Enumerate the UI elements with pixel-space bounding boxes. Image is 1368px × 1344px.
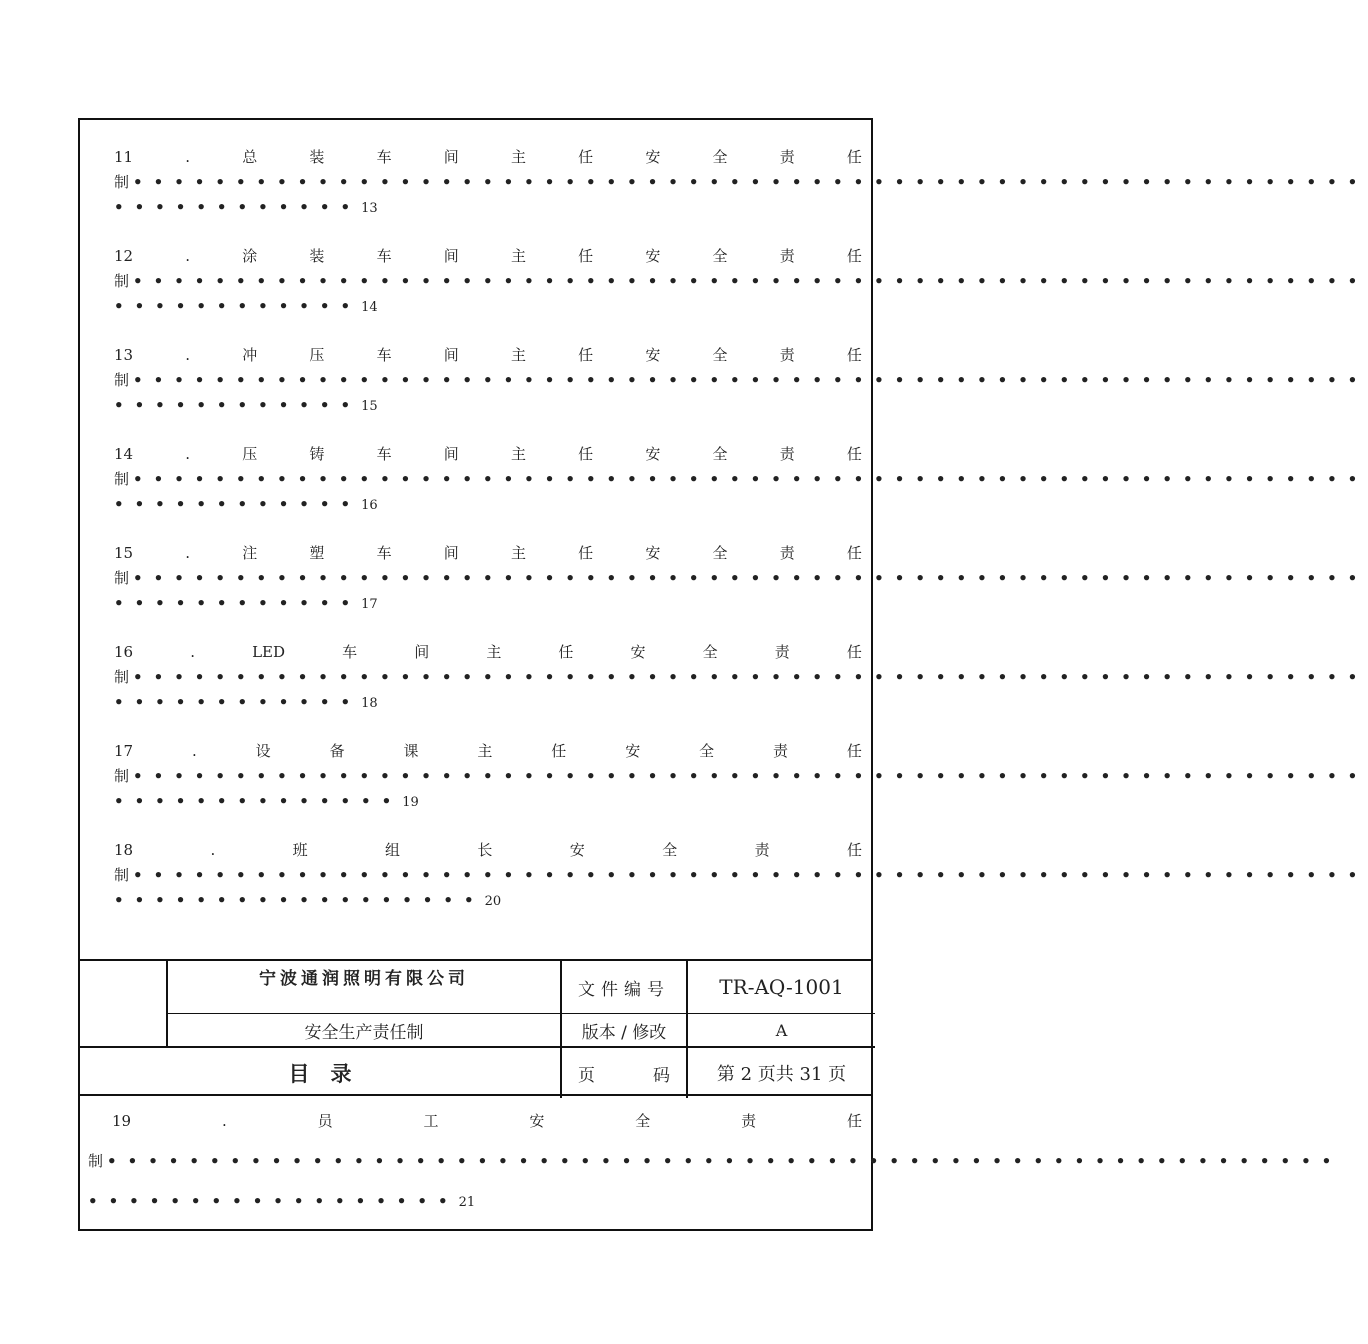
toc-entry-char: 间 [443, 346, 459, 364]
toc-entry-char: 车 [342, 643, 358, 661]
toc-entry-leader-end: ••••••••••••••••••21 [88, 1192, 476, 1210]
toc-entry[interactable] [114, 443, 1368, 517]
toc-entry-char: 全 [635, 1112, 651, 1130]
toc-entry[interactable] [114, 839, 1368, 913]
toc-entry-leader-end: ••••••••••••••19 [114, 792, 419, 810]
toc-entry-char: 间 [443, 148, 459, 166]
toc-entry[interactable] [114, 146, 1368, 220]
toc-entry-char: 主 [510, 346, 526, 364]
toc-entry-char: 安 [569, 841, 585, 859]
toc-entry-tail: 制 [114, 866, 130, 884]
toc-entry-page-number: 14 [361, 300, 378, 315]
toc-entry-page-number: 18 [361, 696, 378, 711]
toc-entry-char: 任 [846, 544, 862, 562]
toc-entry-char: 责 [779, 247, 795, 265]
toc-entry-page-number: 21 [458, 1195, 476, 1210]
toc-entry-number: 15 [114, 544, 134, 562]
toc-entry-page-number: 16 [361, 498, 378, 513]
page-label-part-1: 页 [578, 1065, 595, 1086]
toc-entry-char: 责 [773, 742, 789, 760]
toc-entry-leader-end: ••••••••••••13 [114, 198, 378, 216]
toc-entry-number: 14 [114, 445, 134, 463]
toc-entry-leader: 制 •••••••••••••••••••••••••••••••••••••••••••••••••••••••••••• [114, 470, 1368, 488]
version-value: A [775, 1020, 788, 1040]
toc-entry-char: 安 [645, 148, 661, 166]
page-info: 第 2 页共 31 页 [716, 1064, 847, 1085]
toc-entry-leader-end: ••••••••••••14 [114, 297, 378, 315]
toc-entry-char: 员 [317, 1112, 333, 1130]
toc-entry-char: 全 [712, 148, 728, 166]
toc-entry-tail: 制 [114, 569, 130, 587]
toc-entry-number: 16 [114, 643, 134, 661]
toc-entry-separator: . [185, 544, 191, 562]
toc-entry-leader-end: ••••••••••••16 [114, 495, 378, 513]
toc-entry-number: 13 [114, 346, 134, 364]
toc-entry-leader: 制 •••••••••••••••••••••••••••••••••••••••••••••••••••••••••••• [114, 668, 1368, 686]
toc-entry-char: 车 [376, 445, 392, 463]
toc-entry-title [114, 245, 862, 267]
toc-entry-char: 安 [645, 445, 661, 463]
toc-entry-char: 间 [443, 445, 459, 463]
toc-entry-number: 19 [112, 1112, 132, 1130]
company-name: 宁波通润照明有限公司 [259, 968, 469, 989]
toc-entry-char: 任 [846, 445, 862, 463]
toc-entry-char: 车 [376, 544, 392, 562]
toc-entry-char: 车 [376, 346, 392, 364]
toc-entry-char: 压 [309, 346, 325, 364]
toc-entry-number: 17 [114, 742, 134, 760]
toc-entry-char: 车 [376, 148, 392, 166]
toc-entry-char: 任 [558, 643, 574, 661]
toc-entry-title [114, 146, 862, 168]
toc-entry-char: 全 [712, 544, 728, 562]
toc-entry-char: 注 [242, 544, 258, 562]
toc-entry-char: 任 [846, 247, 862, 265]
toc-entry-char: LED [252, 643, 285, 661]
toc-entry-char: 任 [846, 148, 862, 166]
toc-entry[interactable] [88, 1110, 1343, 1214]
toc-entry-char: 任 [551, 742, 567, 760]
toc-entry-tail: 制 [88, 1152, 104, 1170]
toc-entry-char: 安 [645, 346, 661, 364]
toc-entry-title [114, 641, 862, 663]
toc-entry-title [114, 344, 862, 366]
toc-entry-title [114, 839, 862, 861]
file-number-label: 文件编号 [578, 979, 670, 1000]
toc-entry-char: 间 [414, 643, 430, 661]
toc-entry[interactable] [114, 740, 1368, 814]
toc-entry-tail: 制 [114, 173, 130, 191]
toc-entry-char: 装 [309, 148, 325, 166]
toc-entry-char: 涂 [242, 247, 258, 265]
toc-entry-tail: 制 [114, 371, 130, 389]
toc-entry-page-number: 19 [402, 795, 419, 810]
toc-entry-char: 责 [779, 544, 795, 562]
document-title: 安全生产责任制 [304, 1022, 424, 1043]
toc-entry-char: 安 [645, 247, 661, 265]
toc-entry-char: 安 [625, 742, 641, 760]
toc-entry-title [114, 542, 862, 564]
toc-entry-title [114, 740, 862, 762]
toc-entry-char: 任 [846, 643, 862, 661]
toc-entry[interactable] [114, 344, 1368, 418]
toc-entry-char: 主 [510, 445, 526, 463]
toc-entry-number: 18 [114, 841, 134, 859]
toc-entry-leader: 制 •••••••••••••••••••••••••••••••••••••••••••••••••••••••••••• [88, 1152, 1343, 1170]
toc-entry-leader: 制 •••••••••••••••••••••••••••••••••••••••••••••••••••••••••••• [114, 371, 1368, 389]
toc-entry-char: 塑 [309, 544, 325, 562]
toc-entry-char: 主 [477, 742, 493, 760]
toc-entry-char: 长 [477, 841, 493, 859]
toc-entry-char: 主 [510, 148, 526, 166]
toc-entry-separator: . [190, 643, 195, 661]
toc-entry-tail: 制 [114, 470, 130, 488]
toc-entry-char: 责 [774, 643, 790, 661]
toc-entry-char: 组 [385, 841, 401, 859]
toc-entry-separator: . [221, 1112, 227, 1130]
toc-entry-char: 间 [443, 544, 459, 562]
toc-entry-separator: . [185, 247, 191, 265]
toc-entry-char: 全 [702, 643, 718, 661]
toc-entry-char: 铸 [309, 445, 325, 463]
toc-entry-char: 班 [292, 841, 308, 859]
toc-entry-char: 责 [779, 346, 795, 364]
document-header-table [78, 959, 873, 1096]
toc-entry-char: 任 [578, 544, 594, 562]
toc-entry-char: 任 [846, 346, 862, 364]
toc-entry-page-number: 13 [361, 201, 378, 216]
toc-entry-page-number: 20 [484, 894, 502, 909]
toc-entry-leader-end: ••••••••••••15 [114, 396, 378, 414]
toc-entry-leader-end: ••••••••••••18 [114, 693, 378, 711]
toc-entry-char: 全 [662, 841, 678, 859]
toc-entry-leader: 制 •••••••••••••••••••••••••••••••••••••••••••••••••••••••••••• [114, 272, 1368, 290]
toc-entry-separator: . [185, 346, 191, 364]
toc-entry-number: 11 [114, 148, 134, 166]
toc-entry-separator: . [185, 148, 191, 166]
toc-entry-title [112, 1110, 862, 1132]
toc-entry-char: 压 [242, 445, 258, 463]
page-label [562, 1048, 686, 1098]
toc-entry-char: 任 [846, 742, 862, 760]
toc-entry-leader: 制 •••••••••••••••••••••••••••••••••••••••••••••••••••••••••••• [114, 767, 1368, 785]
toc-entry-char: 安 [630, 643, 646, 661]
toc-entry-char: 任 [578, 445, 594, 463]
toc-entry-char: 车 [376, 247, 392, 265]
page-label-part-2: 码 [653, 1065, 670, 1086]
toc-entry-tail: 制 [114, 767, 130, 785]
toc-entry-char: 安 [645, 544, 661, 562]
toc-entry-char: 全 [712, 346, 728, 364]
toc-entry-char: 任 [846, 841, 862, 859]
toc-entry-char: 任 [578, 346, 594, 364]
toc-entry-char: 责 [779, 445, 795, 463]
toc-entry-char: 主 [510, 247, 526, 265]
toc-entry-char: 课 [403, 742, 419, 760]
section-title: 目 录 [288, 1062, 352, 1086]
toc-entry-char: 总 [242, 148, 258, 166]
toc-entry-leader-end: ••••••••••••17 [114, 594, 378, 612]
toc-entry-tail: 制 [114, 272, 130, 290]
toc-entry-number: 12 [114, 247, 134, 265]
toc-entry-char: 主 [510, 544, 526, 562]
toc-entry-char: 工 [423, 1112, 439, 1130]
version-label: 版本 / 修改 [581, 1022, 667, 1043]
toc-entry-char: 责 [741, 1112, 757, 1130]
toc-entry-char: 全 [699, 742, 715, 760]
toc-entry-leader-end: ••••••••••••••••••20 [114, 891, 502, 909]
toc-entry[interactable] [114, 641, 1368, 715]
toc-entry-char: 全 [712, 445, 728, 463]
toc-entry-char: 设 [255, 742, 271, 760]
toc-entry-separator: . [210, 841, 216, 859]
toc-entry-leader: 制 •••••••••••••••••••••••••••••••••••••••••••••••••••••••••••• [114, 569, 1368, 587]
toc-entry-char: 全 [712, 247, 728, 265]
toc-entry-char: 任 [578, 247, 594, 265]
toc-entry-leader: 制 •••••••••••••••••••••••••••••••••••••••••••••••••••••••••••• [114, 866, 1368, 884]
toc-entry-title [114, 443, 862, 465]
toc-entry-separator: . [185, 445, 191, 463]
toc-entry-page-number: 17 [361, 597, 378, 612]
toc-entry-char: 间 [443, 247, 459, 265]
toc-entry[interactable] [114, 542, 1368, 616]
toc-entry-separator: . [191, 742, 197, 760]
toc-entry-char: 任 [578, 148, 594, 166]
toc-entry-leader: 制 •••••••••••••••••••••••••••••••••••••••••••••••••••••••••••• [114, 173, 1368, 191]
toc-entry-page-number: 15 [361, 399, 378, 414]
toc-entry-char: 主 [486, 643, 502, 661]
toc-entry-char: 备 [329, 742, 345, 760]
toc-entry-char: 冲 [242, 346, 258, 364]
toc-entry-char: 装 [309, 247, 325, 265]
toc-entry-char: 安 [529, 1112, 545, 1130]
toc-entry[interactable] [114, 245, 1368, 319]
toc-entry-tail: 制 [114, 668, 130, 686]
toc-entry-char: 责 [754, 841, 770, 859]
toc-entry-char: 责 [779, 148, 795, 166]
toc-entry-char: 任 [846, 1112, 862, 1130]
file-number-value: TR-AQ-1001 [719, 975, 844, 999]
